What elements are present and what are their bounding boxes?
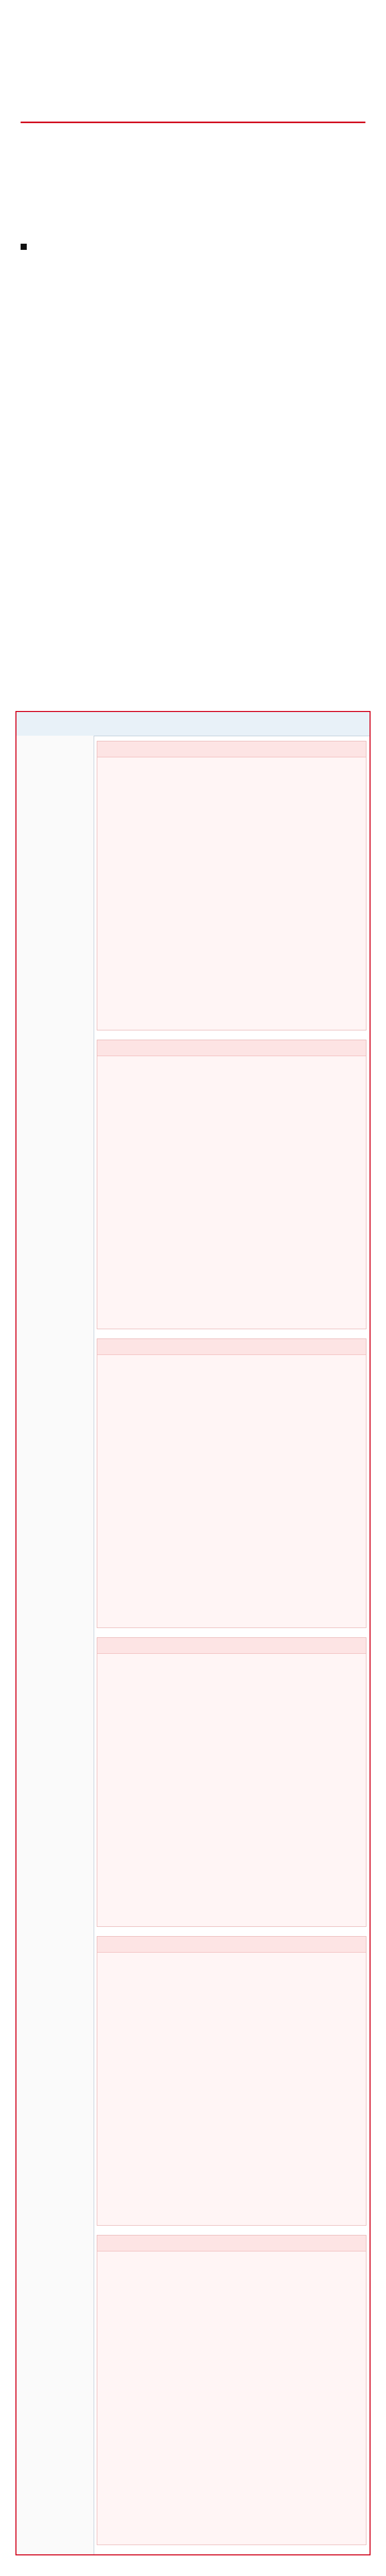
schedule-module-title bbox=[97, 1638, 366, 1654]
schedule-module bbox=[97, 1637, 366, 1927]
schedule-module bbox=[97, 1936, 366, 2226]
document-body bbox=[21, 232, 365, 240]
document-header bbox=[0, 0, 386, 134]
checkbox-bullet-icon bbox=[21, 244, 27, 250]
schedule-module-title bbox=[97, 1937, 366, 1953]
schedule-module-title bbox=[97, 741, 366, 757]
schedule-module bbox=[97, 1338, 366, 1628]
schedule-content-column bbox=[94, 736, 370, 2554]
schedule-module-title bbox=[97, 1339, 366, 1355]
schedule-module-title bbox=[97, 2235, 366, 2251]
schedule-time-column bbox=[16, 736, 94, 2554]
document-title-block bbox=[21, 139, 365, 227]
schedule-table-header bbox=[16, 712, 370, 736]
schedule-module-title bbox=[97, 1040, 366, 1056]
header-rule bbox=[21, 122, 365, 123]
schedule-module bbox=[97, 2235, 366, 2545]
schedule-module bbox=[97, 741, 366, 1030]
schedule-module bbox=[97, 1040, 366, 1329]
schedule-table bbox=[15, 711, 371, 2555]
